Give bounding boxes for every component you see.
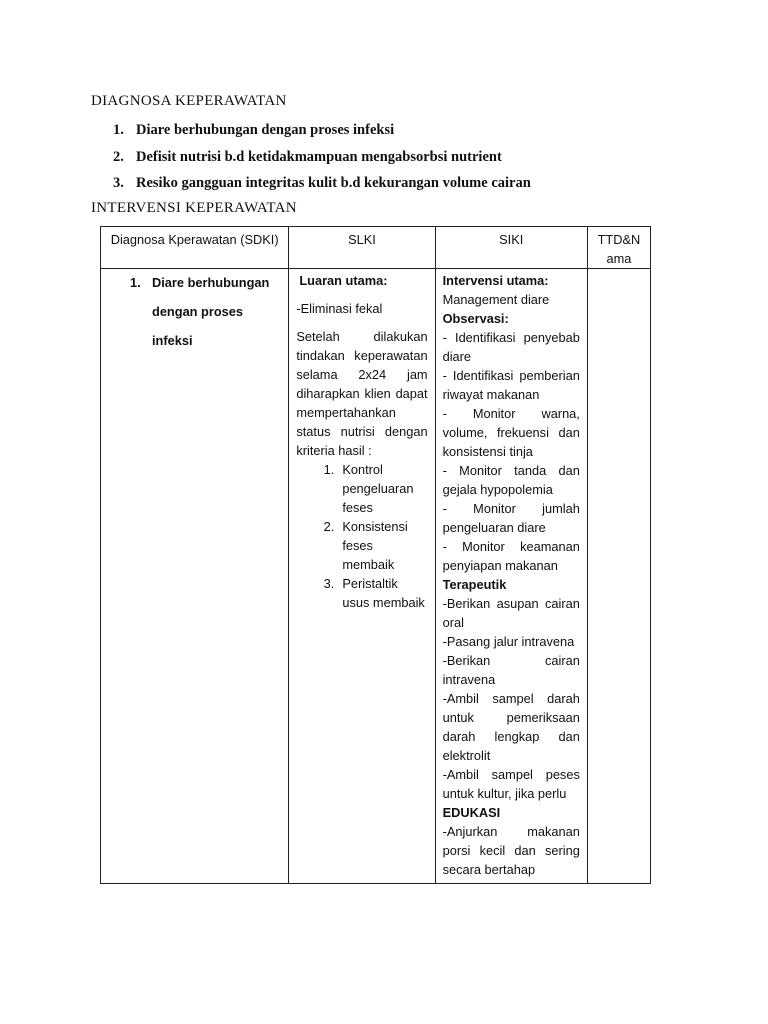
siki-observasi-item: - Monitor tanda dan gejala hypopolemia — [442, 463, 580, 497]
criterion-number: 1. — [323, 462, 335, 477]
diagnosis-number: 2. — [113, 148, 124, 165]
siki-edukasi-item: -Anjurkan makanan porsi kecil dan sering secara bertahap — [442, 824, 580, 877]
diagnosis-item — [113, 121, 531, 148]
dx-line — [130, 331, 280, 350]
header-siki: SIKI — [435, 227, 587, 269]
diagnosis-item — [113, 148, 531, 175]
siki-edukasi-label: EDUKASI — [442, 805, 501, 820]
siki-terapeutik-item: -Berikan asupan cairan oral — [442, 596, 580, 630]
cell-diagnosa — [101, 269, 289, 884]
slki-criterion — [296, 517, 427, 574]
cell-siki — [435, 269, 587, 884]
criterion-text: Konsistensi feses membaik — [342, 519, 408, 572]
heading-diagnosa-keperawatan: DIAGNOSA KEPERAWATAN — [91, 93, 287, 109]
slki-criterion — [296, 460, 427, 517]
diagnosis-text: Diare berhubungan dengan proses infeksi — [136, 122, 395, 138]
criterion-number: 2. — [323, 519, 335, 534]
intervention-table — [100, 226, 651, 884]
table-row — [101, 269, 651, 884]
slki-paragraph: Setelah dilakukan tindakan keperawatan selama 2x24 jam diharapkan klien dapat mempertahankan status nutrisi dengan kriteria hasil : — [296, 329, 428, 458]
siki-heading: Intervensi utama: — [442, 273, 549, 288]
ttd-value — [588, 269, 650, 275]
header-slki: SLKI — [289, 227, 435, 269]
siki-observasi-item: - Monitor warna, volume, frekuensi dan konsistensi tinja — [442, 406, 580, 459]
siki-terapeutik-label: Terapeutik — [442, 577, 507, 592]
slki-outcome: -Eliminasi fekal — [296, 301, 383, 316]
header-sdki: Diagnosa Kperawatan (SDKI) — [101, 227, 289, 269]
siki-observasi-item: - Identifikasi penyebab diare — [442, 330, 580, 364]
cell-ttd-nama — [587, 269, 650, 884]
dx-text-line: infeksi — [152, 333, 193, 348]
siki-observasi-item: - Identifikasi pemberian riwayat makanan — [442, 368, 580, 402]
heading-intervensi-keperawatan: INTERVENSI KEPERAWATAN — [91, 200, 297, 216]
siki-terapeutik-item: -Berikan cairan intravena — [442, 653, 580, 687]
siki-terapeutik-item: -Pasang jalur intravena — [442, 634, 575, 649]
siki-terapeutik-item: -Ambil sampel peses untuk kultur, jika perlu — [442, 767, 580, 801]
diagnosis-list — [113, 121, 531, 201]
siki-observasi-label: Observasi: — [442, 311, 509, 326]
cell-slki — [289, 269, 435, 884]
dx-text-line: dengan proses — [152, 304, 244, 319]
siki-observasi-item: - Monitor keamanan penyiapan makanan — [442, 539, 580, 573]
criterion-text: Peristaltik usus membaik — [342, 576, 425, 610]
slki-criteria-list — [296, 460, 427, 612]
dx-line — [130, 271, 280, 292]
diagnosis-text: Resiko gangguan integritas kulit b.d kekurangan volume cairan — [136, 175, 531, 191]
dx-text-line: Diare berhubungan — [152, 275, 270, 290]
criterion-number: 3. — [323, 576, 335, 591]
dx-line — [130, 302, 280, 321]
slki-criterion — [296, 574, 427, 612]
diagnosis-number: 3. — [113, 175, 124, 191]
siki-terapeutik-item: -Ambil sampel darah untuk pemeriksaan darah lengkap dan elektrolit — [442, 691, 580, 763]
siki-observasi-item: - Monitor jumlah pengeluaran diare — [442, 501, 580, 535]
dx-number: 1. — [130, 275, 141, 290]
header-ttd-nama: TTD&N ama — [587, 227, 650, 269]
slki-heading: Luaran utama: — [299, 273, 388, 288]
diagnosis-item — [113, 174, 531, 201]
table-header-row — [101, 227, 651, 269]
diagnosis-text: Defisit nutrisi b.d ketidakmampuan mengabsorbsi nutrient — [136, 148, 502, 165]
criterion-text: Kontrol pengeluaran feses — [342, 462, 414, 515]
diagnosis-number: 1. — [113, 122, 124, 138]
siki-subheading: Management diare — [442, 292, 550, 307]
